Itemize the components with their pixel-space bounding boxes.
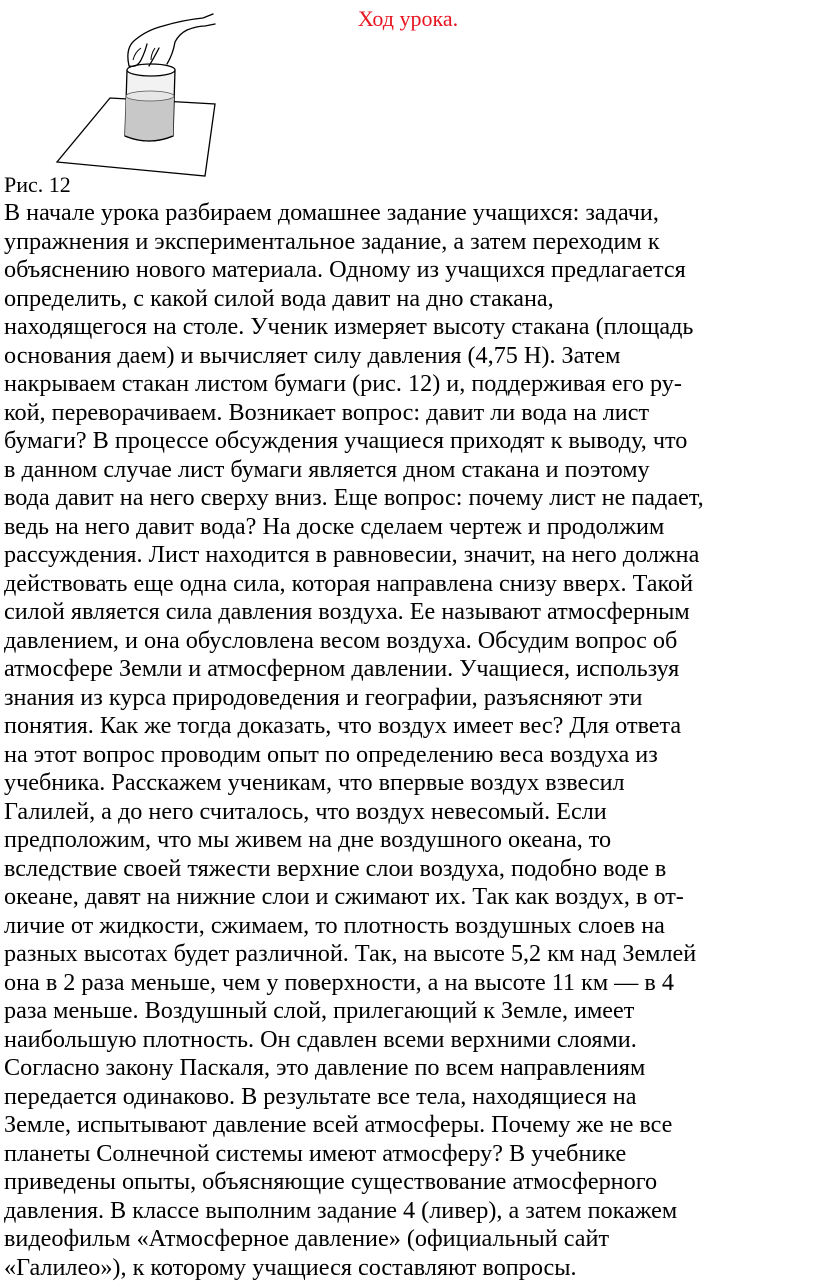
text-line: действовать еще одна сила, которая направлена снизу вверх. Такой: [4, 570, 816, 599]
text-line: силой является сила давления воздуха. Ее называют атмосферным: [4, 598, 816, 627]
hand: [128, 14, 215, 66]
text-line: океане, давят на нижние слои и сжимают их. Так как воздух, в от-: [4, 883, 816, 912]
text-line: понятия. Как же тогда доказать, что воздух имеет вес? Для ответа: [4, 712, 816, 741]
text-line: учебника. Расскажем ученикам, что впервые воздух взвесил: [4, 769, 816, 798]
text-line: личие от жидкости, сжимаем, то плотность воздушных слоев на: [4, 912, 816, 941]
text-line: Согласно закону Паскаля, это давление по всем направлениям: [4, 1054, 816, 1083]
text-line: «Галилео»), к которому учащиеся составляют вопросы.: [4, 1254, 816, 1282]
lesson-body-text: [4, 199, 816, 1282]
text-line: вследствие своей тяжести верхние слои воздуха, подобно воде в: [4, 855, 816, 884]
hand-glass-paper-figure: [55, 8, 235, 178]
text-line: предположим, что мы живем на дне воздушного океана, то: [4, 826, 816, 855]
text-line: разных высотах будет различной. Так, на высоте 5,2 км над Землей: [4, 940, 816, 969]
text-line: в данном случае лист бумаги является дном стакана и поэтому: [4, 456, 816, 485]
text-line: давлением, и она обусловлена весом воздуха. Обсудим вопрос об: [4, 627, 816, 656]
text-line: ведь на него давит вода? На доске сделаем чертеж и продолжим: [4, 513, 816, 542]
water: [125, 96, 174, 141]
text-line: находящегося на столе. Ученик измеряет высоту стакана (площадь: [4, 313, 816, 342]
text-line: рассуждения. Лист находится в равновесии, значит, на него должна: [4, 541, 816, 570]
figure-caption: Рис. 12: [4, 172, 71, 198]
text-line: кой, переворачиваем. Возникает вопрос: давит ли вода на лист: [4, 399, 816, 428]
text-line: вода давит на него сверху вниз. Еще вопрос: почему лист не падает,: [4, 484, 816, 513]
text-line: планеты Солнечной системы имеют атмосферу? В учебнике: [4, 1140, 816, 1169]
text-line: видеофильм «Атмосферное давление» (официальный сайт: [4, 1225, 816, 1254]
text-line: передается одинаково. В результате все тела, находящиеся на: [4, 1083, 816, 1112]
text-line: приведены опыты, объясняющие существование атмосферного: [4, 1168, 816, 1197]
text-line: на этот вопрос проводим опыт по определению веса воздуха из: [4, 741, 816, 770]
text-line: бумаги? В процессе обсуждения учащиеся приходят к выводу, что: [4, 427, 816, 456]
text-line: знания из курса природоведения и географии, разъясняют эти: [4, 684, 816, 713]
text-line: она в 2 раза меньше, чем у поверхности, а на высоте 11 км — в 4: [4, 969, 816, 998]
lesson-heading: Ход урока.: [0, 6, 816, 32]
text-line: давления. В классе выполним задание 4 (ливер), а затем покажем: [4, 1197, 816, 1226]
text-line: основания даем) и вычисляет силу давления (4,75 Н). Затем: [4, 342, 816, 371]
text-line: определить, с какой силой вода давит на дно стакана,: [4, 285, 816, 314]
text-line: упражнения и экспериментальное задание, а затем переходим к: [4, 228, 816, 257]
text-line: накрываем стакан листом бумаги (рис. 12) и, поддерживая его ру-: [4, 370, 816, 399]
text-line: атмосфере Земли и атмосферном давлении. Учащиеся, используя: [4, 655, 816, 684]
text-line: Земле, испытывают давление всей атмосферы. Почему же не все: [4, 1111, 816, 1140]
text-line: наибольшую плотность. Он сдавлен всеми верхними слоями.: [4, 1026, 816, 1055]
text-line: Галилей, а до него считалось, что воздух невесомый. Если: [4, 798, 816, 827]
text-line: В начале урока разбираем домашнее задание учащихся: задачи,: [4, 199, 816, 228]
text-line: объяснению нового материала. Одному из учащихся предлагается: [4, 256, 816, 285]
text-line: раза меньше. Воздушный слой, прилегающий к Земле, имеет: [4, 997, 816, 1026]
